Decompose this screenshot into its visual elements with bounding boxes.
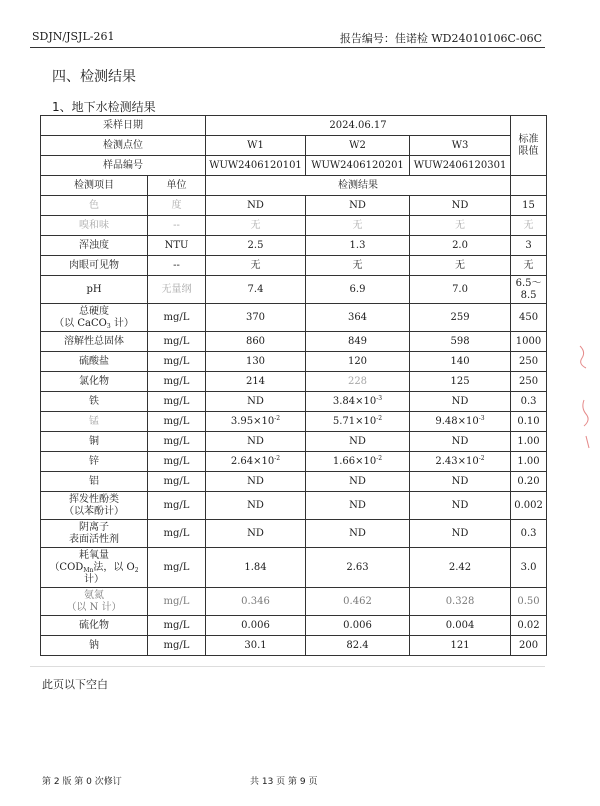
w1-cell: ND (206, 196, 306, 216)
unit-cell: mg/L (148, 452, 206, 472)
w2-base: 3.84×10 (332, 395, 377, 407)
empty-header-cell (511, 176, 547, 196)
w3-cell: 121 (410, 636, 511, 656)
w1-cell: 860 (206, 332, 306, 352)
w3-base: 9.48×10 (435, 415, 479, 427)
std-cell: 1.00 (511, 432, 547, 452)
item-line-1: 氨氮 (84, 589, 104, 601)
item-cell: 锰 (41, 412, 148, 432)
item-cell: 色 (41, 196, 148, 216)
doc-code: SDJN/JSJL-261 (32, 30, 115, 43)
footer-page-number: 共 13 页 第 9 页 (250, 777, 318, 787)
w3-cell: 259 (410, 304, 511, 332)
item-line-2a: （COD (49, 561, 84, 573)
table-row (41, 304, 547, 332)
w2-cell: 0.462 (306, 588, 410, 616)
w1-cell: 7.4 (206, 276, 306, 304)
w1-cell: 0.006 (206, 616, 306, 636)
w2-cell: 849 (306, 332, 410, 352)
point-label: 检测点位 (41, 136, 206, 156)
unit-cell: mg/L (148, 412, 206, 432)
table-row (41, 352, 547, 372)
w2-cell: 82.4 (306, 636, 410, 656)
w2-cell (306, 412, 410, 432)
table-row (41, 372, 547, 392)
item-cell (41, 588, 148, 616)
table-row (41, 276, 547, 304)
unit-cell: 无量纲 (148, 276, 206, 304)
item-subscript: 3 (106, 322, 111, 330)
w1-cell: 0.346 (206, 588, 306, 616)
w1-base: 3.95×10 (230, 415, 275, 427)
w2-cell: ND (306, 432, 410, 452)
item-cell: 铝 (41, 472, 148, 492)
w2-cell: 228 (306, 372, 410, 392)
w1-cell: 214 (206, 372, 306, 392)
w1-exponent: -2 (274, 454, 281, 462)
table-row (41, 236, 547, 256)
w2-exponent: -3 (376, 394, 383, 402)
blank-divider (30, 666, 545, 667)
w2-base: 5.71×10 (332, 415, 377, 427)
unit-cell: mg/L (148, 304, 206, 332)
sample-no-w2: WUW2406120201 (306, 156, 410, 176)
groundwater-results-table (40, 115, 547, 656)
table-row (41, 492, 547, 520)
w2-cell: ND (306, 472, 410, 492)
w3-cell: 无 (410, 216, 511, 236)
item-cell: 氯化物 (41, 372, 148, 392)
item-cell: 肉眼可见物 (41, 256, 148, 276)
report-number: 报告编号：佳诺检 WD24010106C-06C (339, 32, 542, 45)
unit-cell: -- (148, 256, 206, 276)
w1-cell: ND (206, 520, 306, 548)
sample-no-w1: WUW2406120101 (206, 156, 306, 176)
seal-edge-mark (576, 340, 598, 460)
w3-cell: 2.0 (410, 236, 511, 256)
item-cell (41, 304, 148, 332)
item-line-2: （以 N 计） (66, 601, 122, 613)
std-cell: 450 (511, 304, 547, 332)
w2-cell: ND (306, 196, 410, 216)
table-row (41, 616, 547, 636)
w2-cell: ND (306, 520, 410, 548)
w2-cell (306, 392, 410, 412)
std-cell: 0.50 (511, 588, 547, 616)
table-row (41, 548, 547, 588)
std-cell: 0.20 (511, 472, 547, 492)
w3-cell: 0.004 (410, 616, 511, 636)
item-line-2: （以苯酚计） (64, 505, 124, 517)
item-line-2: 表面活性剂 (69, 533, 119, 545)
w2-exponent: -2 (376, 454, 383, 462)
w1-cell: ND (206, 432, 306, 452)
std-cell: 3 (511, 236, 547, 256)
w2-cell: 无 (306, 256, 410, 276)
unit-column-header: 单位 (148, 176, 206, 196)
unit-cell: mg/L (148, 492, 206, 520)
std-cell: 1.00 (511, 452, 547, 472)
item-cell: 浑浊度 (41, 236, 148, 256)
w3-cell: ND (410, 520, 511, 548)
w2-cell: 1.3 (306, 236, 410, 256)
w1-cell: 130 (206, 352, 306, 372)
unit-cell: mg/L (148, 352, 206, 372)
unit-cell: mg/L (148, 636, 206, 656)
item-line-2-end: 计） (110, 317, 134, 329)
point-w1: W1 (206, 136, 306, 156)
unit-cell: mg/L (148, 616, 206, 636)
w1-cell: 370 (206, 304, 306, 332)
std-cell: 200 (511, 636, 547, 656)
table-row (41, 520, 547, 548)
w3-cell: 598 (410, 332, 511, 352)
w1-cell: 无 (206, 256, 306, 276)
table-row (41, 392, 547, 412)
w3-cell: ND (410, 196, 511, 216)
item-line-1: 耗氧量 (79, 549, 109, 561)
point-w3: W3 (410, 136, 511, 156)
w1-cell: 30.1 (206, 636, 306, 656)
table-row (41, 256, 547, 276)
item-cell: 锌 (41, 452, 148, 472)
w3-exponent: -2 (478, 454, 485, 462)
item-line-1: 挥发性酚类 (69, 493, 119, 505)
point-w2: W2 (306, 136, 410, 156)
sample-no-row (41, 156, 547, 176)
std-cell: 无 (511, 256, 547, 276)
unit-cell: mg/L (148, 392, 206, 412)
w3-base: 2.43×10 (435, 455, 479, 467)
column-header-row (41, 176, 547, 196)
w3-cell: ND (410, 492, 511, 520)
item-cell (41, 520, 148, 548)
unit-cell: mg/L (148, 472, 206, 492)
unit-cell: mg/L (148, 548, 206, 588)
header-divider (30, 47, 545, 48)
sample-date-label: 采样日期 (41, 116, 206, 136)
std-cell: 无 (511, 216, 547, 236)
w1-cell (206, 412, 306, 432)
table-row (41, 472, 547, 492)
sample-no-w3: WUW2406120301 (410, 156, 511, 176)
item-cell (41, 492, 148, 520)
w1-cell (206, 452, 306, 472)
point-row (41, 136, 547, 156)
w3-cell (410, 452, 511, 472)
w3-cell: ND (410, 392, 511, 412)
table-row (41, 588, 547, 616)
item-line-3: 计） (84, 573, 104, 585)
unit-cell: NTU (148, 236, 206, 256)
std-cell (511, 276, 547, 304)
table-row (41, 636, 547, 656)
table-row (41, 452, 547, 472)
item-cell: 铜 (41, 432, 148, 452)
std-cell: 250 (511, 372, 547, 392)
unit-cell: 度 (148, 196, 206, 216)
item-line-2b: 法，以 O (93, 561, 135, 573)
w2-cell: ND (306, 492, 410, 520)
std-cell: 0.10 (511, 412, 547, 432)
w1-cell: 1.84 (206, 548, 306, 588)
w2-cell: 6.9 (306, 276, 410, 304)
w2-cell: 364 (306, 304, 410, 332)
std-cell: 0.3 (511, 520, 547, 548)
unit-cell: mg/L (148, 432, 206, 452)
w3-cell: ND (410, 472, 511, 492)
item-line-1: 阴离子 (79, 521, 109, 533)
std-cell: 0.3 (511, 392, 547, 412)
table-row (41, 216, 547, 236)
std-line-1: 6.5～ (515, 277, 542, 289)
table-row (41, 432, 547, 452)
w1-cell: ND (206, 392, 306, 412)
std-cell: 0.02 (511, 616, 547, 636)
item-subscript-o2: 2 (134, 566, 139, 574)
item-cell (41, 548, 148, 588)
subsection-title: 1、地下水检测结果 (52, 100, 156, 114)
w1-cell: ND (206, 472, 306, 492)
sample-no-label: 样品编号 (41, 156, 206, 176)
table-row (41, 196, 547, 216)
unit-cell: mg/L (148, 520, 206, 548)
w2-cell: 无 (306, 216, 410, 236)
std-cell: 15 (511, 196, 547, 216)
item-column-header: 检测项目 (41, 176, 148, 196)
unit-cell: -- (148, 216, 206, 236)
w2-cell: 2.63 (306, 548, 410, 588)
item-line-2: （以 CaCO (54, 317, 107, 329)
item-subscript-mn: Mn (83, 566, 94, 574)
w2-cell: 120 (306, 352, 410, 372)
item-cell: 硫化物 (41, 616, 148, 636)
table-row (41, 332, 547, 352)
item-line-1: 总硬度 (79, 305, 109, 317)
w1-exponent: -2 (274, 414, 281, 422)
unit-cell: mg/L (148, 372, 206, 392)
w3-cell: 125 (410, 372, 511, 392)
unit-cell: mg/L (148, 588, 206, 616)
w3-cell (410, 412, 511, 432)
w3-cell: 无 (410, 256, 511, 276)
w2-cell: 0.006 (306, 616, 410, 636)
w3-cell: ND (410, 432, 511, 452)
w3-cell: 140 (410, 352, 511, 372)
w1-cell: 2.5 (206, 236, 306, 256)
item-cell: 硫酸盐 (41, 352, 148, 372)
item-cell: 溶解性总固体 (41, 332, 148, 352)
w3-cell: 2.42 (410, 548, 511, 588)
standard-limit-label: 标准限值 (518, 133, 539, 157)
table-row (41, 412, 547, 432)
w1-base: 2.64×10 (230, 455, 275, 467)
sample-date: 2024.06.17 (206, 116, 511, 136)
w2-base: 1.66×10 (332, 455, 377, 467)
item-cell: 铁 (41, 392, 148, 412)
section-title: 四、检测结果 (52, 69, 136, 85)
w3-cell: 7.0 (410, 276, 511, 304)
blank-note: 此页以下空白 (42, 678, 108, 691)
item-cell: 嗅和味 (41, 216, 148, 236)
w1-cell: ND (206, 492, 306, 520)
std-cell: 0.002 (511, 492, 547, 520)
std-cell: 250 (511, 352, 547, 372)
w3-exponent: -3 (478, 414, 485, 422)
unit-cell: mg/L (148, 332, 206, 352)
item-cell: 钠 (41, 636, 148, 656)
w3-cell: 0.328 (410, 588, 511, 616)
result-column-header: 检测结果 (206, 176, 511, 196)
item-cell: pH (41, 276, 148, 304)
footer-revision: 第 2 版 第 0 次修订 (42, 777, 122, 787)
w2-exponent: -2 (376, 414, 383, 422)
std-cell: 1000 (511, 332, 547, 352)
standard-limit-header (511, 116, 547, 176)
w1-cell: 无 (206, 216, 306, 236)
sample-date-row (41, 116, 547, 136)
std-cell: 3.0 (511, 548, 547, 588)
std-line-2: 8.5 (520, 289, 537, 301)
w2-cell (306, 452, 410, 472)
